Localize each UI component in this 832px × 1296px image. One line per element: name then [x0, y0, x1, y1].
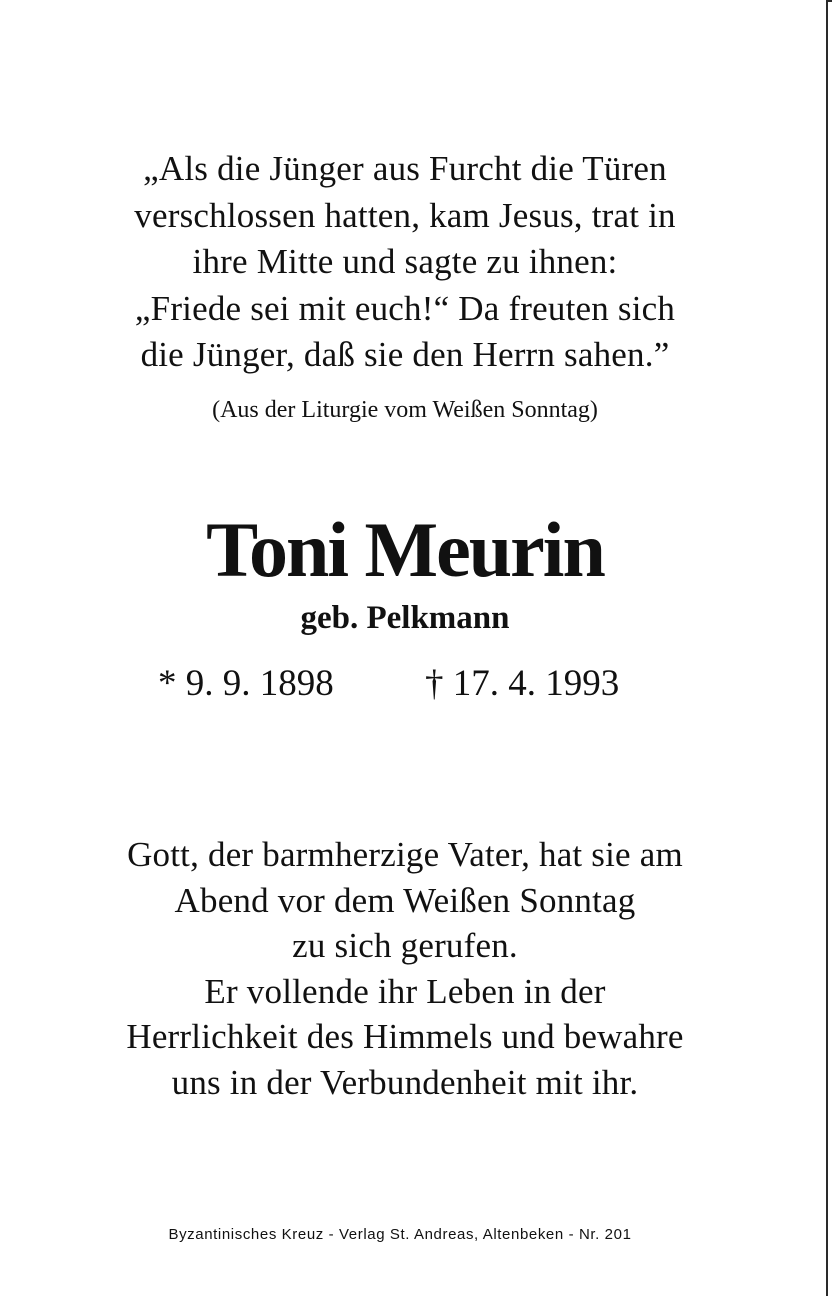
quote-source: (Aus der Liturgie vom Weißen Sonntag) [212, 397, 598, 423]
birth-date: * 9. 9. 1898 [158, 663, 334, 704]
publisher-footer: Byzantinisches Kreuz - Verlag St. Andreas, Altenbeken - Nr. 201 [168, 1226, 632, 1243]
prayer-line: Er vollende ihr Leben in der [204, 971, 606, 1011]
prayer-line: Abend vor dem Weißen Sonntag [174, 880, 636, 920]
quote-line: die Jünger, daß sie den Herrn sahen.” [140, 335, 670, 374]
scan-edge-mark [826, 0, 832, 14]
quote-line: verschlossen hatten, kam Jesus, trat in [134, 195, 676, 235]
maiden-name: geb. Pelkmann [300, 600, 510, 636]
quote-line: ihre Mitte und sagte zu ihnen: [192, 242, 618, 281]
prayer-line: uns in der Verbundenheit mit ihr. [171, 1062, 639, 1102]
quote-line: „Als die Jünger aus Furcht die Türen [143, 149, 667, 188]
prayer-line: Gott, der barmherzige Vater, hat sie am [127, 835, 683, 874]
death-date: † 17. 4. 1993 [425, 663, 620, 704]
quote-line: „Friede sei mit euch!“ Da freuten sich [134, 288, 676, 328]
scripture-quote [0, 146, 810, 379]
prayer-text [0, 832, 810, 1105]
prayer-line: Herrlichkeit des Himmels und bewahre [126, 1017, 684, 1056]
prayer-line: zu sich gerufen. [292, 926, 518, 965]
scan-edge-line [826, 0, 828, 1296]
deceased-name: Toni Meurin [206, 506, 604, 593]
